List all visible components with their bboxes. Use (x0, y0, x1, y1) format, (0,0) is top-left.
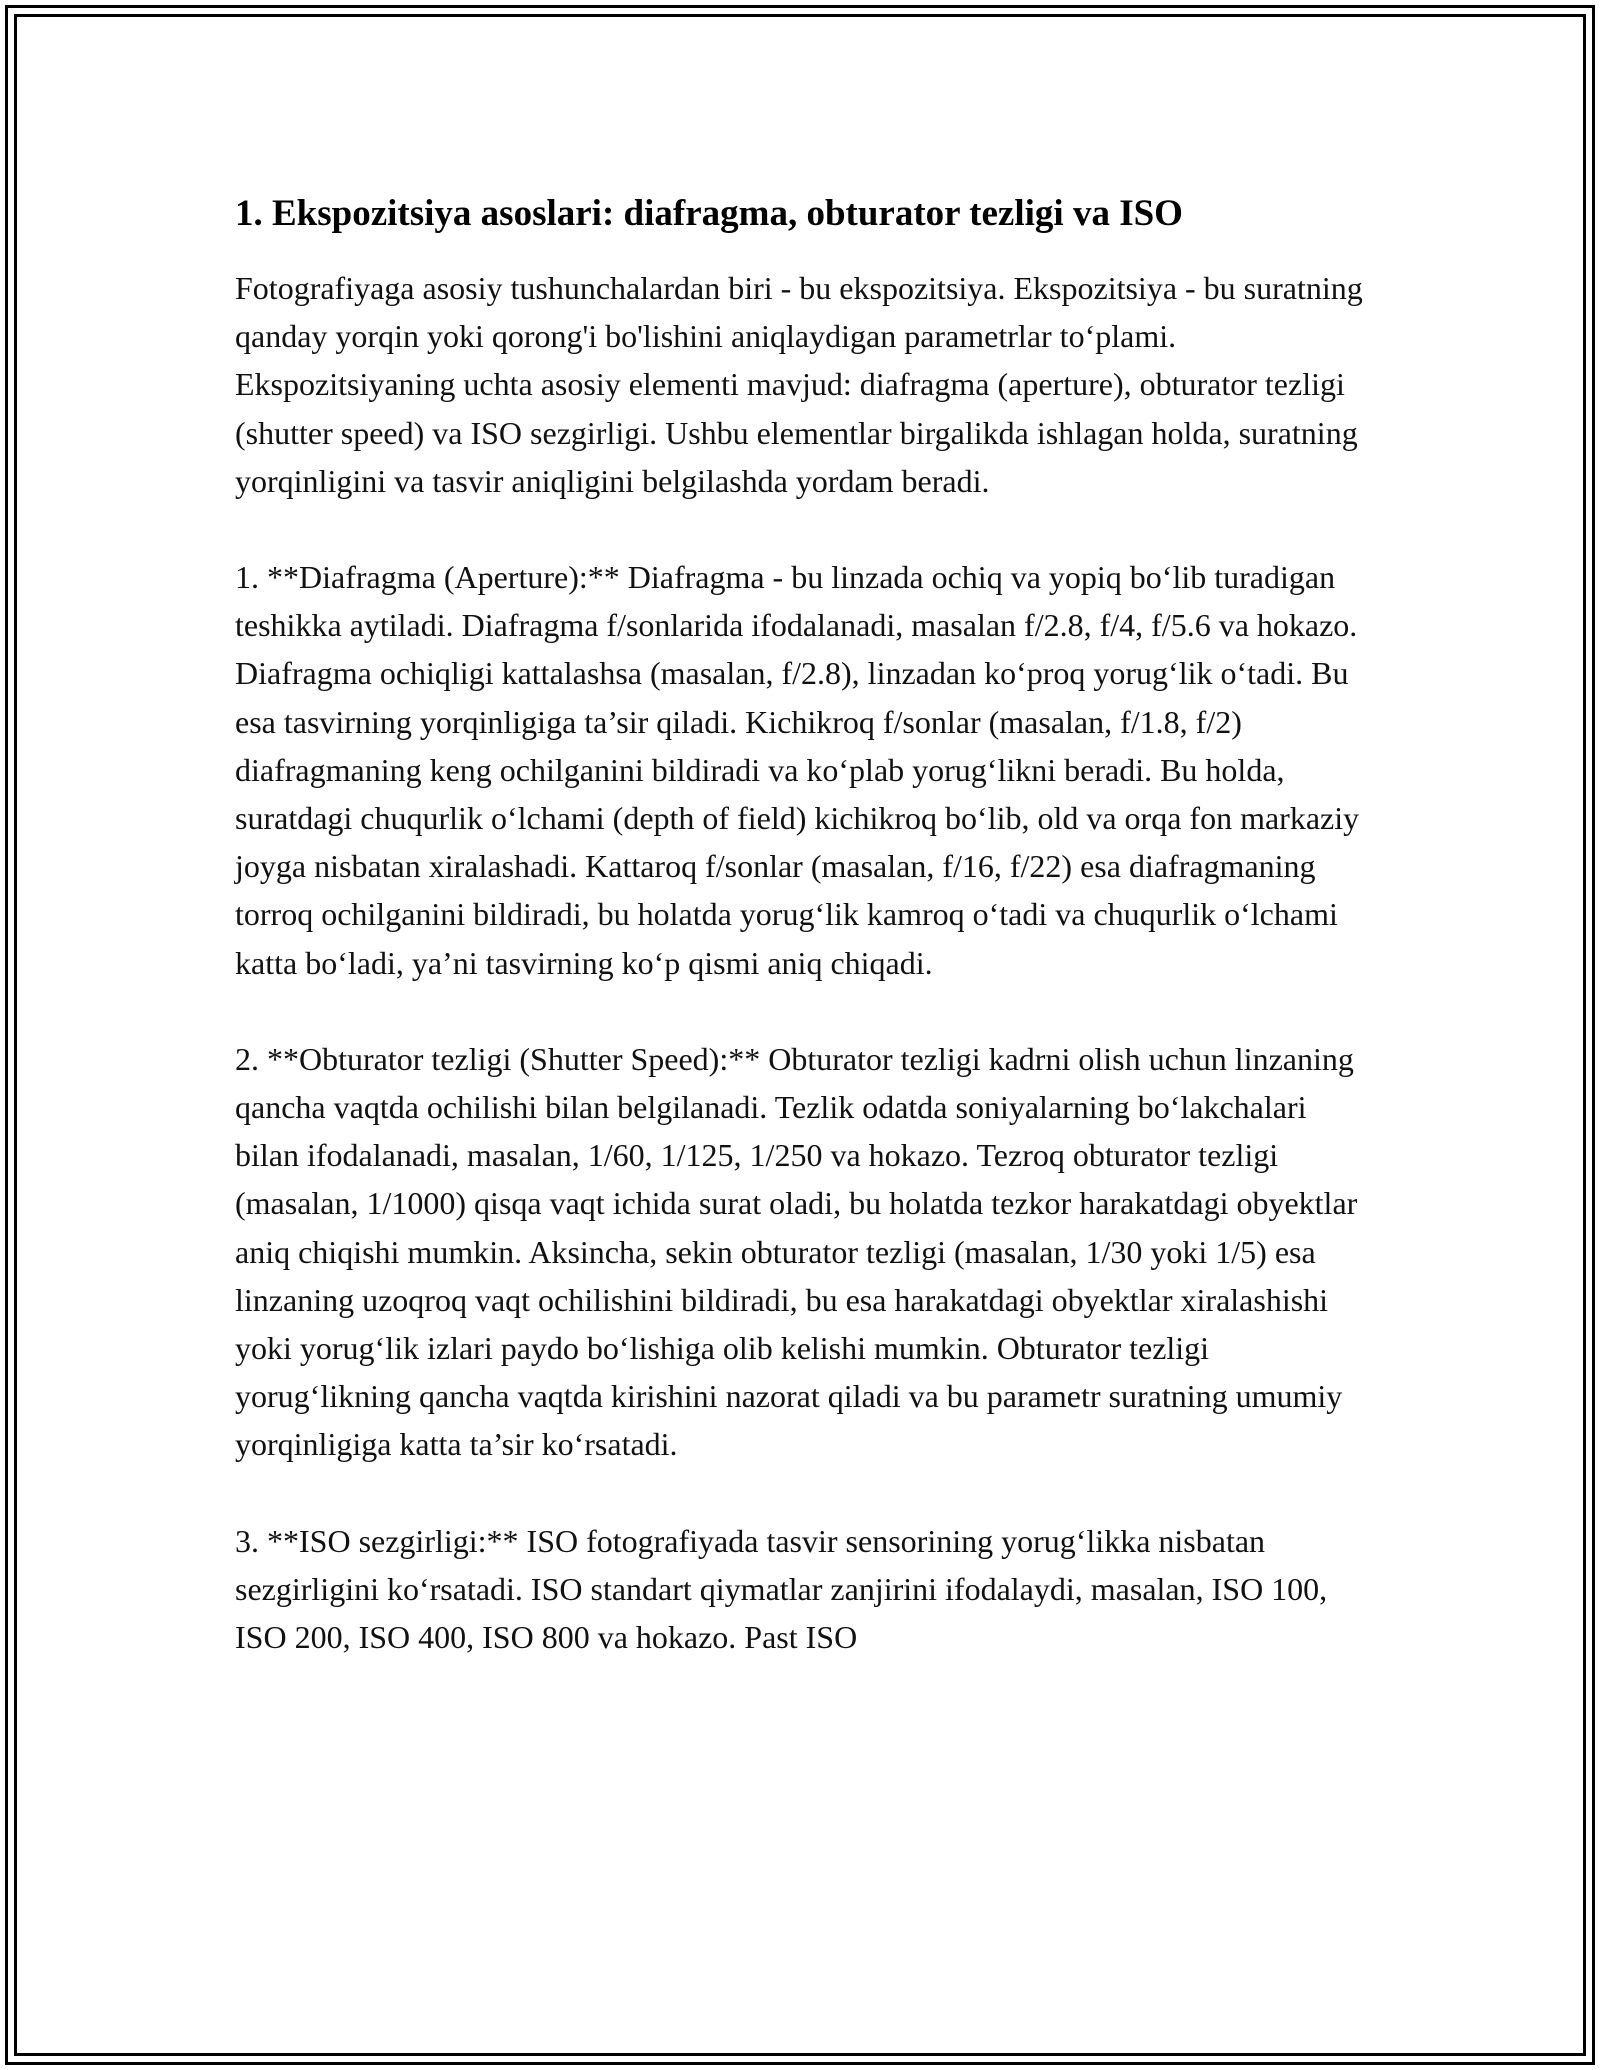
section-heading: 1. Ekspozitsiya asoslari: diafragma, obturator tezligi va ISO (235, 193, 1183, 234)
paragraph-iso: 3. **ISO sezgirligi:** ISO fotografiyada tasvir sensorining yorug‘likka nisbatan sezgirligini ko‘rsatadi. ISO standart qiymatlar zanjirini ifodalaydi, masalan, ISO 100, ISO 200, ISO 400, ISO 800 va hokazo. Past ISO (235, 1522, 1328, 1656)
document-body (235, 188, 1365, 1709)
paragraph-shutter-speed: 2. **Obturator tezligi (Shutter Speed):** Obturator tezligi kadrni olish uchun linzaning qancha vaqtda ochilishi bilan belgilanadi. Tezlik odatda soniyalarning bo‘lakchalari bilan ifodalanadi, masalan, 1/60, 1/125, 1/250 va hokazo. Tezroq obturator tezligi (masalan, 1/1000) qisqa vaqt ichida surat oladi, bu holatda tezkor harakatdagi obyektlar aniq chiqishi mumkin. Aksincha, sekin obturator tezligi (masalan, 1/30 yoki 1/5) esa linzaning uzoqroq vaqt ochilishini bildiradi, bu esa harakatdagi obyektlar xiralashishi yoki yorug‘lik izlari paydo bo‘lishiga olib kelishi mumkin. Obturator tezligi yorug‘likning qancha vaqtda kirishini nazorat qiladi va bu parametr suratning umumiy yorqinligiga katta ta’sir ko‘rsatadi. (235, 1040, 1358, 1463)
paragraph-aperture: 1. **Diafragma (Aperture):** Diafragma - bu linzada ochiq va yopiq bo‘lib turadigan teshikka aytiladi. Diafragma f/sonlarida ifodalanadi, masalan f/2.8, f/4, f/5.6 va hokazo. Diafragma ochiqligi kattalashsa (masalan, f/2.8), linzadan ko‘proq yorug‘lik o‘tadi. Bu esa tasvirning yorqinligiga ta’sir qiladi. Kichikroq f/sonlar (masalan, f/1.8, f/2) diafragmaning keng ochilganini bildiradi va ko‘plab yorug‘likni beradi. Bu holda, suratdagi chuqurlik o‘lchami (depth of field) kichikroq bo‘lib, old va orqa fon markaziy joyga nisbatan xiralashadi. Kattaroq f/sonlar (masalan, f/16, f/22) esa diafragmaning torroq ochilganini bildiradi, bu holatda yorug‘lik kamroq o‘tadi va chuqurlik o‘lchami katta bo‘ladi, ya’ni tasvirning ko‘p qismi aniq chiqadi. (235, 559, 1360, 981)
paragraph-intro: Fotografiyaga asosiy tushunchalardan biri - bu ekspozitsiya. Ekspozitsiya - bu suratning qanday yorqin yoki qorong'i bo'lishini aniqlaydigan parametrlar to‘plami. Ekspozitsiyaning uchta asosiy elementi mavjud: diafragma (aperture), obturator tezligi (shutter speed) va ISO sezgirligi. Ushbu elementlar birgalikda ishlagan holda, suratning yorqinligini va tasvir aniqligini belgilashda yordam beradi. (235, 270, 1363, 499)
